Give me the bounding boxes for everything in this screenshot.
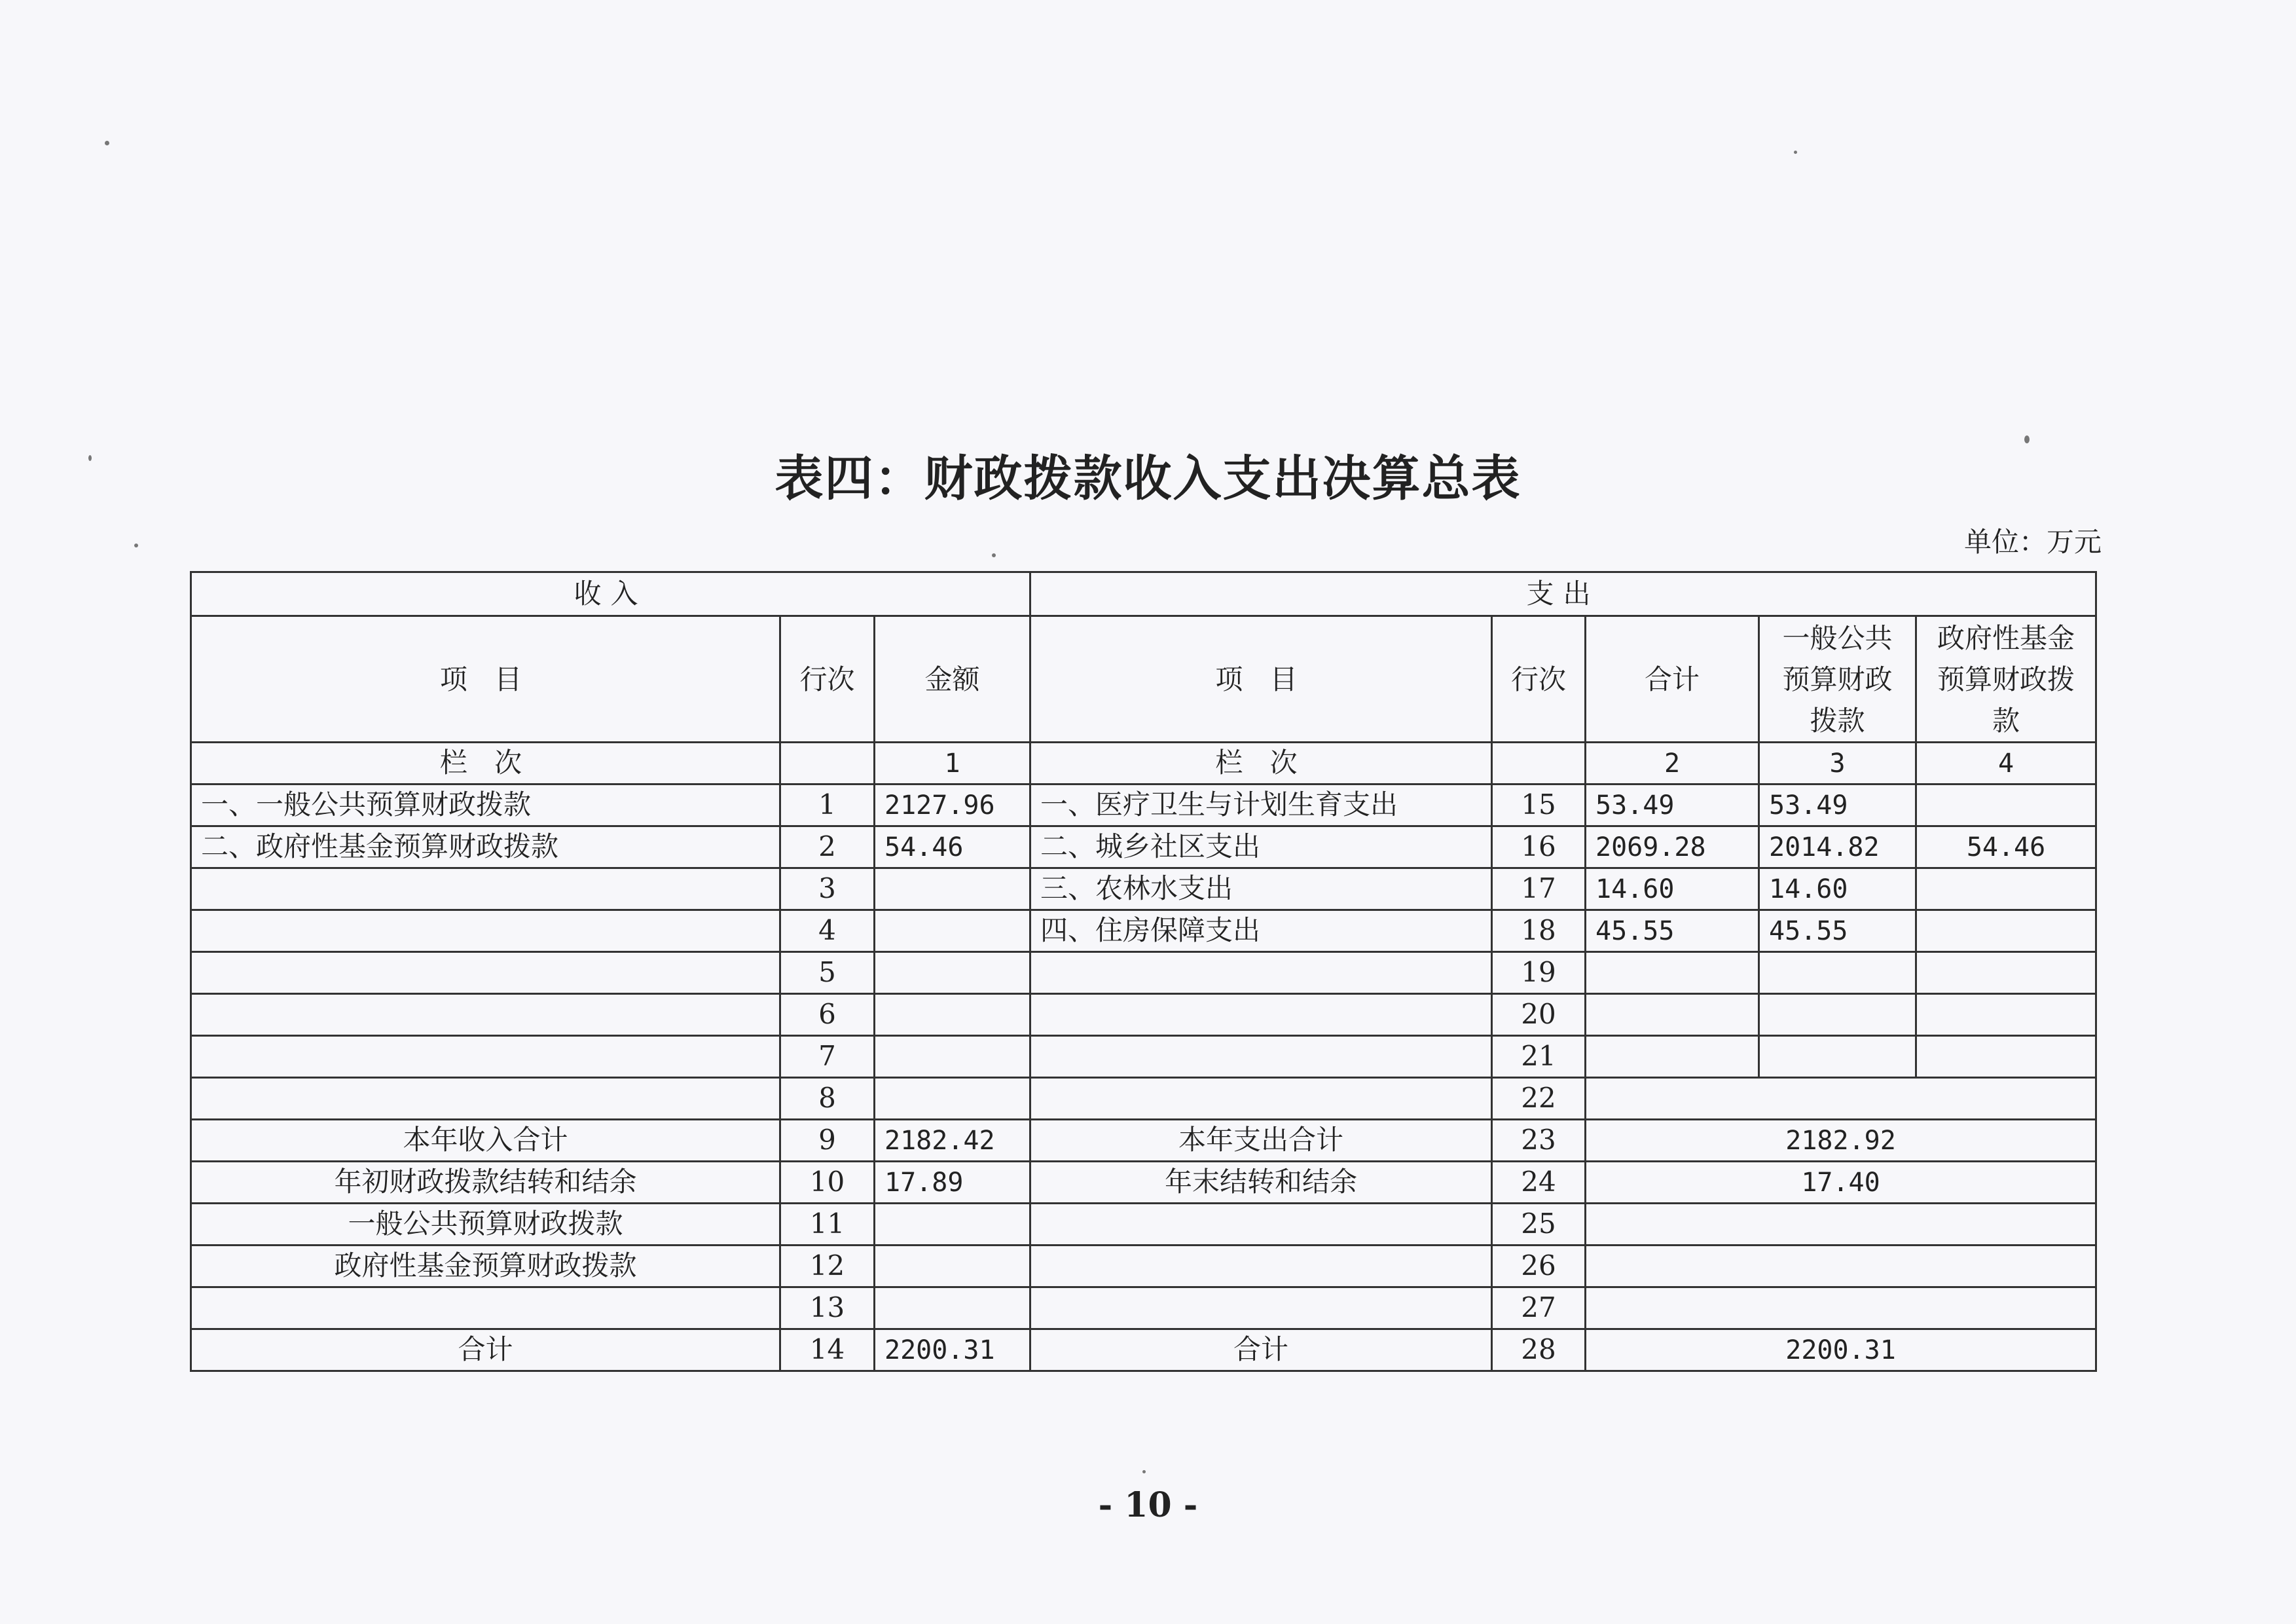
scan-speck xyxy=(992,553,996,557)
expense-line-cell: 19 xyxy=(1492,952,1586,994)
income-line-cell: 12 xyxy=(780,1246,875,1287)
expense-general-cell xyxy=(1759,952,1916,994)
expense-line-cell: 23 xyxy=(1492,1120,1586,1162)
income-index-label: 栏 次 xyxy=(191,743,780,784)
table-row xyxy=(191,784,2096,826)
table-row xyxy=(191,952,2096,994)
expense-total-cell xyxy=(1586,952,1759,994)
table-row xyxy=(191,1036,2096,1078)
scan-speck xyxy=(88,455,92,461)
income-line-cell: 14 xyxy=(780,1329,875,1371)
income-amount-cell: 2200.31 xyxy=(875,1329,1030,1371)
income-amount-cell xyxy=(875,952,1030,994)
expense-general-cell: 14.60 xyxy=(1759,868,1916,910)
expense-line-cell: 28 xyxy=(1492,1329,1586,1371)
table-row xyxy=(191,1329,2096,1371)
income-line-cell: 6 xyxy=(780,994,875,1036)
expense-line-cell: 18 xyxy=(1492,910,1586,952)
income-item-cell: 年初财政拨款结转和结余 xyxy=(191,1162,780,1204)
income-amount-cell xyxy=(875,910,1030,952)
expense-general-cell: 53.49 xyxy=(1759,784,1916,826)
expense-item-cell xyxy=(1030,952,1492,994)
income-amount-header: 金额 xyxy=(875,616,1030,743)
expense-total-cell: 14.60 xyxy=(1586,868,1759,910)
income-amount-cell xyxy=(875,868,1030,910)
expense-item-cell: 三、农林水支出 xyxy=(1030,868,1492,910)
scan-speck xyxy=(2024,435,2030,443)
expense-fund-cell xyxy=(1916,952,2096,994)
expense-index-fund: 4 xyxy=(1916,743,2096,784)
income-amount-cell: 54.46 xyxy=(875,826,1030,868)
expense-item-cell: 二、城乡社区支出 xyxy=(1030,826,1492,868)
expense-value-cell: 2182.92 xyxy=(1586,1120,2096,1162)
income-index-line xyxy=(780,743,875,784)
expense-value-cell xyxy=(1586,1246,2096,1287)
income-line-header: 行次 xyxy=(780,616,875,743)
income-amount-cell: 17.89 xyxy=(875,1162,1030,1204)
expense-value-cell: 17.40 xyxy=(1586,1162,2096,1204)
expense-item-cell: 年末结转和结余 xyxy=(1030,1162,1492,1204)
expense-item-cell xyxy=(1030,1287,1492,1329)
income-item-cell: 一般公共预算财政拨款 xyxy=(191,1204,780,1246)
expense-item-cell: 一、医疗卫生与计划生育支出 xyxy=(1030,784,1492,826)
income-item-cell xyxy=(191,952,780,994)
expense-index-total: 2 xyxy=(1586,743,1759,784)
scan-speck xyxy=(134,544,138,547)
expense-item-cell xyxy=(1030,1204,1492,1246)
expense-index-label: 栏 次 xyxy=(1030,743,1492,784)
expense-fund-cell: 54.46 xyxy=(1916,826,2096,868)
income-line-cell: 11 xyxy=(780,1204,875,1246)
expense-item-cell xyxy=(1030,1036,1492,1078)
income-item-header: 项 目 xyxy=(191,616,780,743)
expense-item-cell: 四、住房保障支出 xyxy=(1030,910,1492,952)
table-row xyxy=(191,868,2096,910)
table-row xyxy=(191,1078,2096,1120)
expense-fund-header: 政府性基金预算财政拨款 xyxy=(1916,616,2096,743)
expense-general-cell xyxy=(1759,1036,1916,1078)
income-item-cell: 二、政府性基金预算财政拨款 xyxy=(191,826,780,868)
expense-line-cell: 20 xyxy=(1492,994,1586,1036)
page-title: 表四：财政拨款收入支出决算总表 xyxy=(774,451,1522,507)
expense-total-cell xyxy=(1586,1036,1759,1078)
income-item-cell xyxy=(191,1078,780,1120)
table-row xyxy=(191,1120,2096,1162)
expense-item-header: 项 目 xyxy=(1030,616,1492,743)
table-row xyxy=(191,1246,2096,1287)
table-row xyxy=(191,1162,2096,1204)
table-row xyxy=(191,910,2096,952)
income-line-cell: 5 xyxy=(780,952,875,994)
income-item-cell: 合计 xyxy=(191,1329,780,1371)
expense-general-cell xyxy=(1759,994,1916,1036)
income-line-cell: 13 xyxy=(780,1287,875,1329)
income-item-cell xyxy=(191,868,780,910)
table-row xyxy=(191,994,2096,1036)
expense-line-cell: 22 xyxy=(1492,1078,1586,1120)
expense-line-cell: 26 xyxy=(1492,1246,1586,1287)
expense-fund-cell xyxy=(1916,994,2096,1036)
table-row xyxy=(191,1204,2096,1246)
unit-label: 单位：万元 xyxy=(1963,526,2102,558)
expense-item-cell xyxy=(1030,1078,1492,1120)
scan-speck xyxy=(1142,1470,1146,1473)
column-header-row xyxy=(191,616,2096,743)
income-item-cell: 本年收入合计 xyxy=(191,1120,780,1162)
expense-line-cell: 15 xyxy=(1492,784,1586,826)
income-item-cell: 政府性基金预算财政拨款 xyxy=(191,1246,780,1287)
expense-value-cell xyxy=(1586,1078,2096,1120)
expense-fund-cell xyxy=(1916,868,2096,910)
expense-index-general: 3 xyxy=(1759,743,1916,784)
expense-fund-cell xyxy=(1916,910,2096,952)
expense-value-cell xyxy=(1586,1204,2096,1246)
expense-line-cell: 21 xyxy=(1492,1036,1586,1078)
income-amount-cell xyxy=(875,994,1030,1036)
expense-item-cell: 本年支出合计 xyxy=(1030,1120,1492,1162)
income-line-cell: 9 xyxy=(780,1120,875,1162)
expense-line-cell: 25 xyxy=(1492,1204,1586,1246)
expense-line-cell: 16 xyxy=(1492,826,1586,868)
expense-item-cell xyxy=(1030,994,1492,1036)
expense-item-cell xyxy=(1030,1246,1492,1287)
income-amount-cell xyxy=(875,1287,1030,1329)
income-line-cell: 3 xyxy=(780,868,875,910)
expense-total-cell: 53.49 xyxy=(1586,784,1759,826)
table-row xyxy=(191,826,2096,868)
income-line-cell: 2 xyxy=(780,826,875,868)
expense-fund-cell xyxy=(1916,1036,2096,1078)
expense-item-cell: 合计 xyxy=(1030,1329,1492,1371)
column-index-row xyxy=(191,743,2096,784)
expense-fund-cell xyxy=(1916,784,2096,826)
income-amount-cell xyxy=(875,1036,1030,1078)
expense-index-line xyxy=(1492,743,1586,784)
expense-value-cell xyxy=(1586,1287,2096,1329)
section-header-row xyxy=(191,572,2096,616)
income-line-cell: 7 xyxy=(780,1036,875,1078)
income-item-cell xyxy=(191,1287,780,1329)
income-amount-cell xyxy=(875,1246,1030,1287)
expense-value-cell: 2200.31 xyxy=(1586,1329,2096,1371)
expense-total-cell xyxy=(1586,994,1759,1036)
income-line-cell: 10 xyxy=(780,1162,875,1204)
expense-line-cell: 17 xyxy=(1492,868,1586,910)
income-item-cell xyxy=(191,1036,780,1078)
table-row xyxy=(191,1287,2096,1329)
expense-general-cell: 2014.82 xyxy=(1759,826,1916,868)
expense-general-header: 一般公共预算财政拨款 xyxy=(1759,616,1916,743)
expense-general-cell: 45.55 xyxy=(1759,910,1916,952)
scan-speck xyxy=(1794,151,1797,154)
income-item-cell xyxy=(191,910,780,952)
page-number: - 10 - xyxy=(1098,1485,1198,1525)
expense-total-header: 合计 xyxy=(1586,616,1759,743)
expense-section-header: 支出 xyxy=(1030,572,2096,616)
expense-total-cell: 45.55 xyxy=(1586,910,1759,952)
income-item-cell xyxy=(191,994,780,1036)
income-amount-cell: 2127.96 xyxy=(875,784,1030,826)
income-amount-cell xyxy=(875,1204,1030,1246)
income-amount-cell: 2182.42 xyxy=(875,1120,1030,1162)
scan-speck xyxy=(105,141,109,145)
expense-line-header: 行次 xyxy=(1492,616,1586,743)
expense-total-cell: 2069.28 xyxy=(1586,826,1759,868)
income-index-amount: 1 xyxy=(875,743,1030,784)
income-item-cell: 一、一般公共预算财政拨款 xyxy=(191,784,780,826)
income-section-header: 收入 xyxy=(191,572,1030,616)
income-line-cell: 1 xyxy=(780,784,875,826)
income-amount-cell xyxy=(875,1078,1030,1120)
expense-line-cell: 24 xyxy=(1492,1162,1586,1204)
income-line-cell: 8 xyxy=(780,1078,875,1120)
expense-line-cell: 27 xyxy=(1492,1287,1586,1329)
appropriation-summary-table xyxy=(190,571,2097,1372)
income-line-cell: 4 xyxy=(780,910,875,952)
